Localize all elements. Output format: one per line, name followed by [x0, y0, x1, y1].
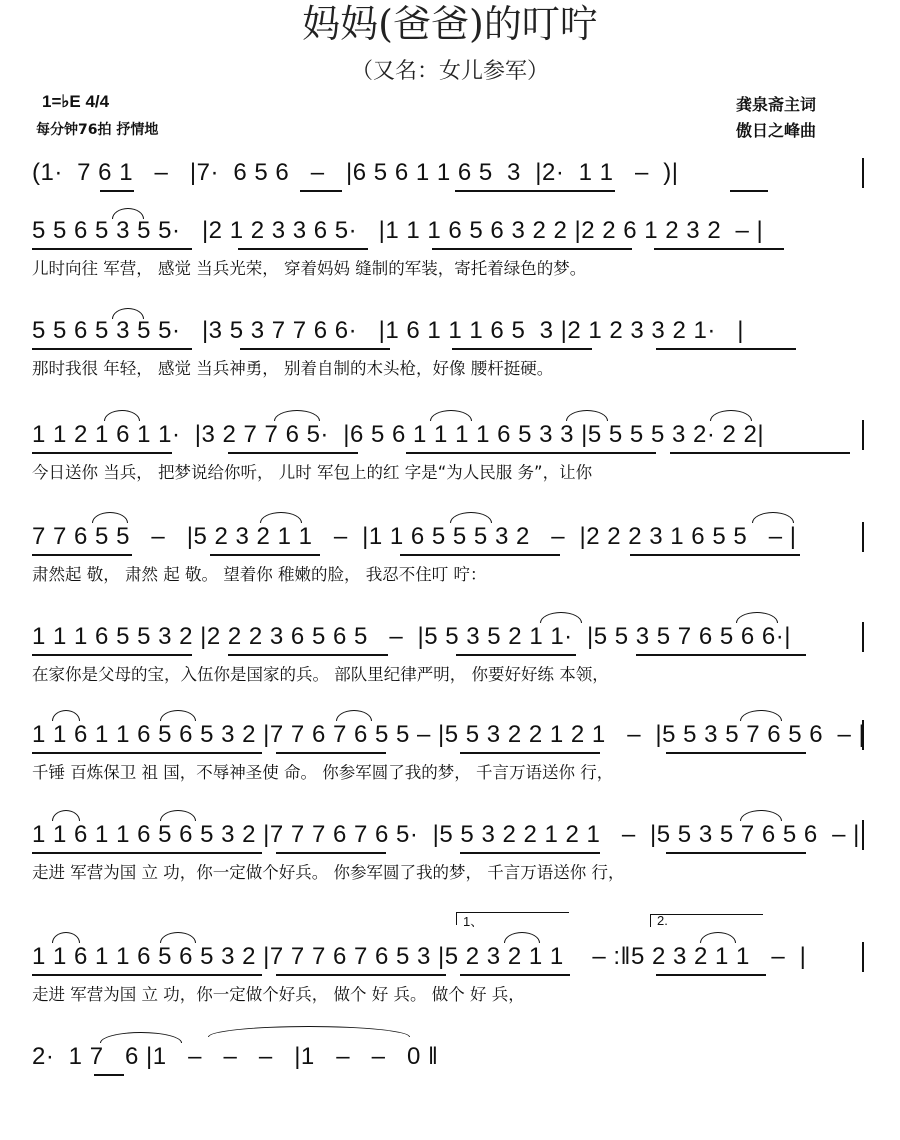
- beam-line: [32, 248, 192, 250]
- lyricist-credit: 龚泉斋主词: [736, 95, 817, 114]
- beam-line: [240, 348, 390, 350]
- beam-line: [228, 654, 388, 656]
- slur: [504, 932, 540, 943]
- staff-system-10: [0, 1040, 900, 1140]
- lyric-line: 肃然起 敬， 肃然 起 敬。 望着你 稚嫩的脸， 我忍不住叮 咛：: [32, 565, 487, 584]
- beam-line: [32, 654, 192, 656]
- beam-line: [460, 852, 600, 854]
- notation-line: 2· 1 7 6 |1 – – – |1 – – 0 ‖: [32, 1043, 439, 1070]
- beam-line: [32, 554, 132, 556]
- beam-line: [452, 348, 592, 350]
- notation-line: 5 5 6 5 3 5 5· |2 1 2 3 3 6 5· |1 1 1 6 5 6 3 2 2 |2 2 6 1 2 3 2 – |: [32, 217, 764, 244]
- lyric-line: 走进 军营为国 立 功，你一定做个好兵， 做个 好 兵。 做个 好 兵，: [32, 985, 525, 1004]
- beam-line: [100, 190, 134, 192]
- beam-line: [94, 1074, 124, 1076]
- beam-line: [666, 852, 806, 854]
- song-title: 妈妈(爸爸)的叮咛: [302, 2, 598, 46]
- beam-line: [636, 654, 806, 656]
- barline: [862, 942, 864, 972]
- staff-system-7: [0, 718, 900, 818]
- lyric-line: 千锤 百炼保卫 祖 国，不辱神圣使 命。 你参军圆了我的梦， 千言万语送你 行，: [32, 763, 614, 782]
- beam-line: [460, 974, 570, 976]
- notation-line: 1 1 6 1 1 6 5 6 5 3 2 |7 7 7 6 7 6 5· |5 5 3 2 2 1 2 1 – |5 5 3 5 7 6 5 6 – |: [32, 821, 860, 848]
- beam-line: [456, 654, 576, 656]
- beam-line: [210, 554, 320, 556]
- beam-line: [406, 452, 656, 454]
- beam-line: [432, 248, 632, 250]
- beam-line: [238, 248, 368, 250]
- beam-line: [276, 974, 446, 976]
- staff-system-4: [0, 418, 900, 518]
- staff-system-9: [0, 913, 900, 1040]
- slur: [700, 932, 736, 943]
- beam-line: [666, 752, 806, 754]
- tempo-marking: 每分钟76拍 抒情地: [36, 122, 159, 138]
- barline: [862, 522, 864, 552]
- notation-line: 7 7 6 5 5 – |5 2 3 2 1 1 – |1 1 6 5 5 5 3 2 – |2 2 2 3 1 6 5 5 – |: [32, 523, 797, 550]
- lyric-line: 那时我很 年轻， 感觉 当兵神勇， 别着自制的木头枪，好像 腰杆挺硬。: [32, 359, 554, 378]
- beam-line: [32, 348, 192, 350]
- composer-credit: 傲日之峰曲: [736, 121, 817, 140]
- beam-line: [654, 248, 784, 250]
- beam-line: [656, 348, 796, 350]
- beam-line: [228, 452, 358, 454]
- barline: [862, 820, 864, 850]
- barline: [862, 158, 864, 188]
- slur: [160, 932, 196, 943]
- second-ending-bracket: [650, 914, 763, 927]
- beam-line: [276, 752, 386, 754]
- key-signature: 1=♭E 4/4: [42, 92, 110, 111]
- staff-system-8: [0, 818, 900, 918]
- beam-line: [32, 974, 262, 976]
- beam-line: [656, 974, 766, 976]
- beam-line: [32, 452, 172, 454]
- staff-system-3: [0, 314, 900, 414]
- beam-line: [630, 554, 800, 556]
- beam-line: [276, 852, 386, 854]
- notation-line: 1 1 2 1 6 1 1· |3 2 7 7 6 5· |6 5 6 1 1 1 1 6 5 3 3 |5 5 5 5 3 2· 2 2|: [32, 421, 765, 448]
- lyric-line: 在家你是父母的宝，入伍你是国家的兵。 部队里纪律严明， 你要好好练 本领，: [32, 665, 609, 684]
- barline: [862, 622, 864, 652]
- beam-line: [300, 190, 342, 192]
- slur: [52, 932, 80, 943]
- beam-line: [455, 190, 615, 192]
- beam-line: [730, 190, 768, 192]
- song-subtitle: （又名：女儿参军）: [350, 59, 549, 84]
- second-ending-label: 2.: [657, 913, 668, 928]
- beam-line: [460, 752, 600, 754]
- lyric-line: 儿时向往 军营， 感觉 当兵光荣， 穿着妈妈 缝制的军装，寄托着绿色的梦。: [32, 259, 587, 278]
- beam-line: [670, 452, 850, 454]
- beam-line: [32, 752, 262, 754]
- staff-system-6: [0, 620, 900, 720]
- staff-system-5: [0, 520, 900, 620]
- lyric-line: 今日送你 当兵， 把梦说给你听， 儿时 军包上的红 字是“为人民服 务”，让你: [32, 463, 593, 482]
- first-ending-bracket: [456, 912, 569, 929]
- notation-line: 5 5 6 5 3 5 5· |3 5 3 7 7 6 6· |1 6 1 1 1 6 5 3 |2 1 2 3 3 2 1· |: [32, 317, 745, 344]
- notation-line: 1 1 1 6 5 5 3 2 |2 2 2 3 6 5 6 5 – |5 5 3 5 2 1 1· |5 5 3 5 7 6 5 6 6·|: [32, 623, 791, 650]
- notation-line: (1· 7 6 1 – |7· 6 5 6 – |6 5 6 1 1 6 5 3 |2· 1 1 – )|: [32, 159, 679, 186]
- beam-line: [400, 554, 560, 556]
- notation-line: 1 1 6 1 1 6 5 6 5 3 2 |7 7 7 6 7 6 5 3 |5 2 3 2 1 1 – :‖5 2 3 2 1 1 – |: [32, 943, 807, 970]
- first-ending-label: 1、: [463, 914, 484, 929]
- staff-system-2: [0, 214, 900, 314]
- barline: [862, 720, 864, 750]
- lyric-line: 走进 军营为国 立 功，你一定做个好兵。 你参军圆了我的梦， 千言万语送你 行，: [32, 863, 625, 882]
- beam-line: [32, 852, 262, 854]
- notation-line: 1 1 6 1 1 6 5 6 5 3 2 |7 7 6 7 6 5 5 – |5 5 3 2 2 1 2 1 – |5 5 3 5 7 6 5 6 – |: [32, 721, 866, 748]
- barline: [862, 420, 864, 450]
